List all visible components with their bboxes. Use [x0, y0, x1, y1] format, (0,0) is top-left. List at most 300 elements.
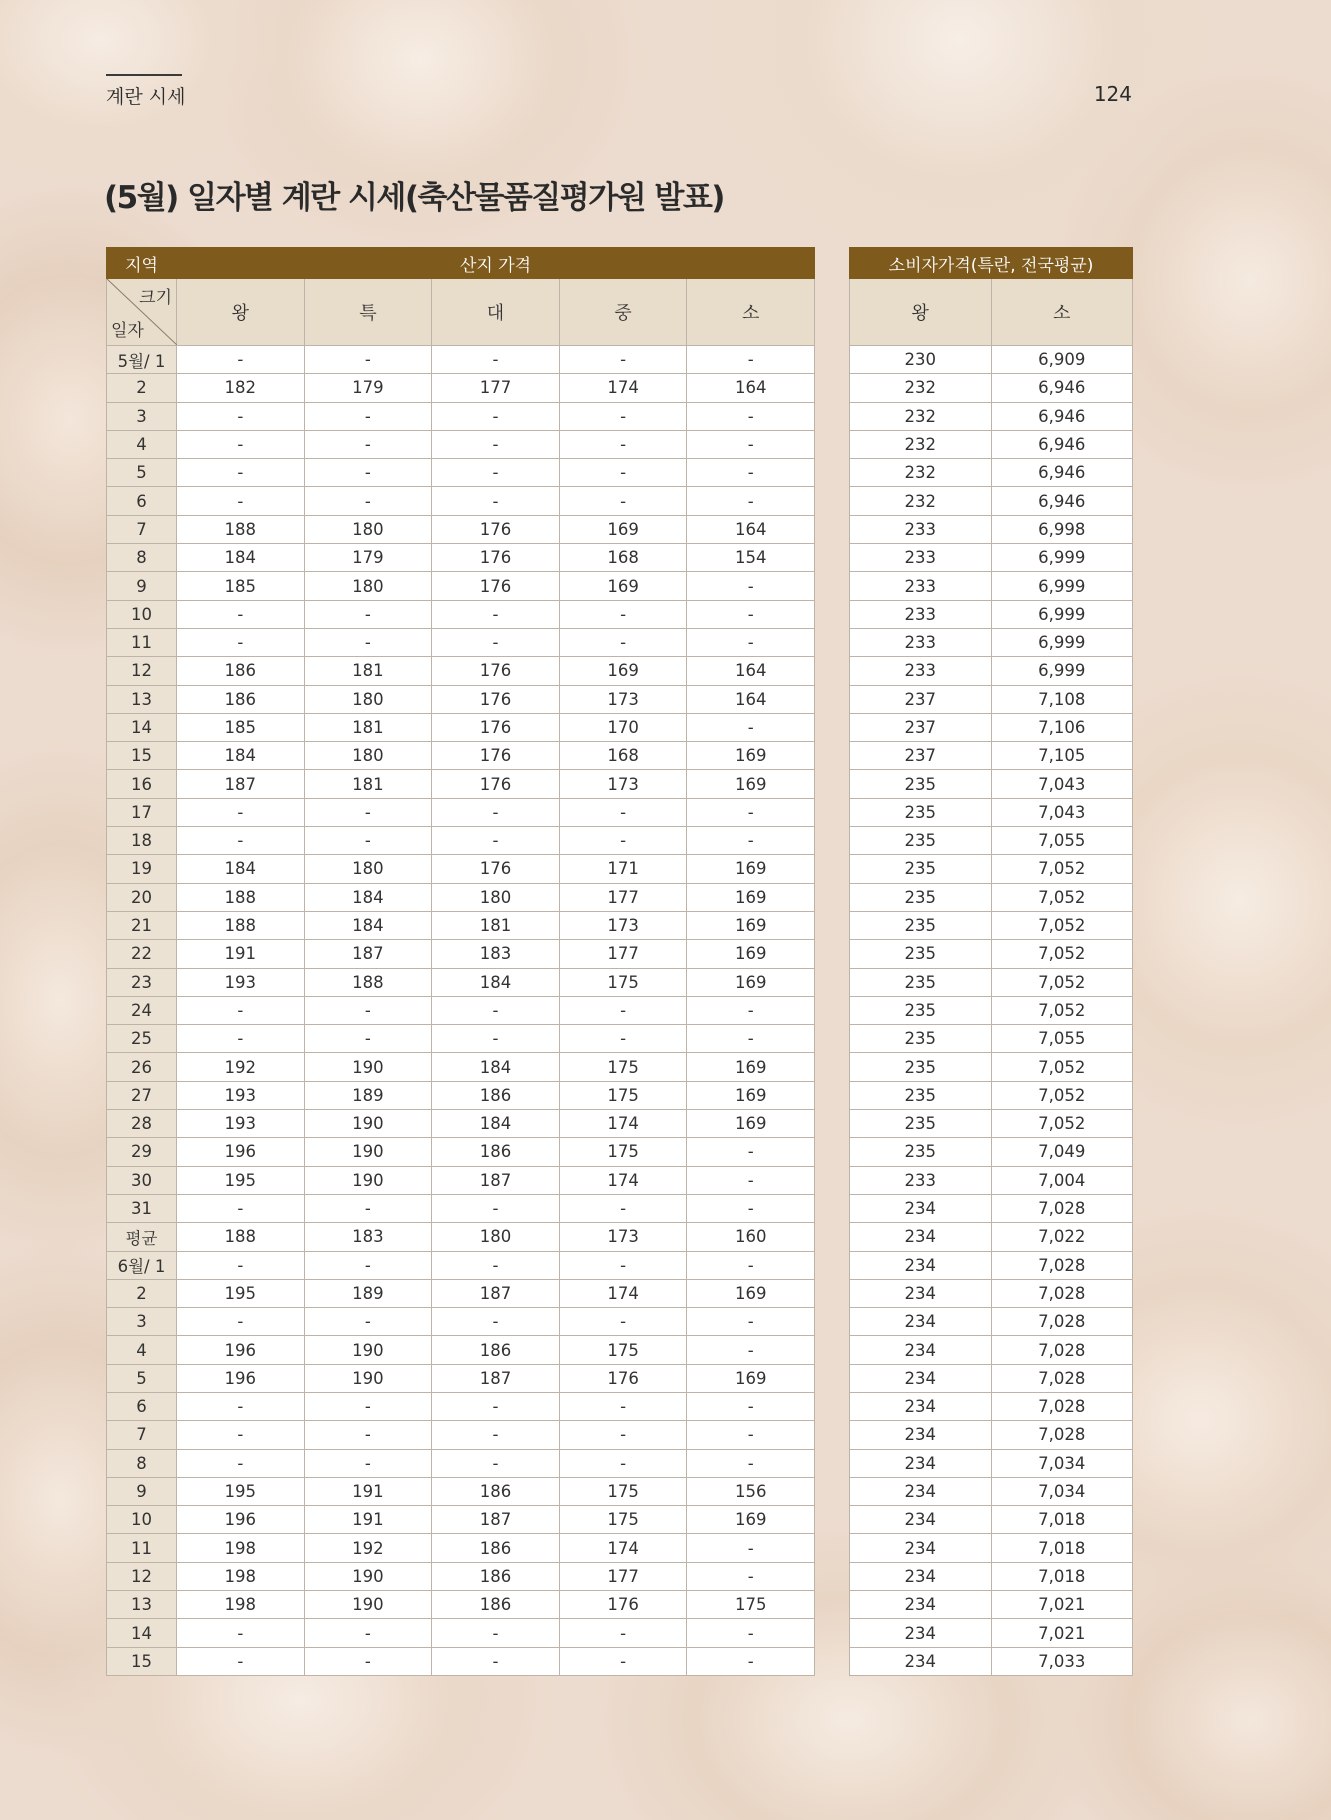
consumer-price-cell: 6,946 [991, 402, 1133, 430]
origin-price-cell: 174 [559, 374, 687, 402]
origin-price-cell: 184 [304, 911, 432, 939]
origin-price-cell: - [687, 430, 815, 458]
table-row [107, 515, 815, 543]
consumer-price-cell: 234 [850, 1591, 992, 1619]
table-row [107, 1166, 815, 1194]
date-cell: 13 [107, 1591, 177, 1619]
page-number: 124 [1093, 82, 1132, 106]
origin-price-cell: 185 [177, 713, 305, 741]
origin-price-cell: - [304, 1647, 432, 1675]
origin-price-cell: 175 [559, 1336, 687, 1364]
table-row [107, 430, 815, 458]
table-row [107, 572, 815, 600]
origin-price-cell: 177 [559, 940, 687, 968]
consumer-price-cell: 234 [850, 1647, 992, 1675]
consumer-price-cell: 7,052 [991, 855, 1133, 883]
consumer-price-cell: 233 [850, 515, 992, 543]
origin-price-cell: - [559, 996, 687, 1024]
date-cell: 10 [107, 600, 177, 628]
origin-price-cell: 164 [687, 515, 815, 543]
table-row [107, 459, 815, 487]
table-row [850, 1562, 1133, 1590]
origin-price-cell: 187 [177, 770, 305, 798]
table-row [107, 1421, 815, 1449]
origin-price-cell: 169 [559, 572, 687, 600]
date-cell: 8 [107, 544, 177, 572]
date-cell: 26 [107, 1053, 177, 1081]
table-row [107, 855, 815, 883]
origin-price-cell: - [177, 996, 305, 1024]
table-row [107, 1364, 815, 1392]
size-label: 크기 [139, 288, 172, 308]
consumer-price-cell: 237 [850, 742, 992, 770]
origin-price-cell: 196 [177, 1336, 305, 1364]
consumer-price-cell: 232 [850, 402, 992, 430]
consumer-price-cell: 7,021 [991, 1591, 1133, 1619]
origin-price-cell: - [687, 1534, 815, 1562]
origin-price-cell: 190 [304, 1591, 432, 1619]
table-row [107, 685, 815, 713]
origin-price-cell: - [687, 1421, 815, 1449]
origin-price-cell: 180 [304, 572, 432, 600]
consumer-price-cell: 7,028 [991, 1251, 1133, 1279]
origin-price-cell: - [687, 346, 815, 374]
origin-price-cell: 186 [432, 1562, 560, 1590]
origin-price-cell: - [559, 798, 687, 826]
date-cell: 3 [107, 402, 177, 430]
consumer-col-so: 소 [991, 279, 1133, 346]
date-cell: 29 [107, 1138, 177, 1166]
origin-price-cell: 173 [559, 1223, 687, 1251]
origin-price-cell: 176 [432, 713, 560, 741]
origin-price-cell: 175 [559, 1506, 687, 1534]
origin-price-cell: - [304, 600, 432, 628]
table-row [107, 374, 815, 402]
section-label: 계란 시세 [106, 86, 186, 108]
consumer-price-cell: 7,052 [991, 1053, 1133, 1081]
table-row [850, 1194, 1133, 1222]
consumer-price-cell: 235 [850, 1053, 992, 1081]
origin-price-cell: 186 [177, 685, 305, 713]
date-cell: 14 [107, 713, 177, 741]
table-row [107, 883, 815, 911]
table-row [107, 1251, 815, 1279]
origin-price-cell: - [687, 1251, 815, 1279]
table-row [107, 1534, 815, 1562]
consumer-price-cell: 7,034 [991, 1477, 1133, 1505]
origin-price-cell: 169 [559, 657, 687, 685]
origin-price-cell: 198 [177, 1562, 305, 1590]
origin-price-cell: 180 [304, 742, 432, 770]
origin-price-cell: - [687, 713, 815, 741]
origin-price-cell: 190 [304, 1364, 432, 1392]
table-row [107, 911, 815, 939]
consumer-price-cell: 7,034 [991, 1449, 1133, 1477]
table-row [850, 1619, 1133, 1647]
table-row [850, 1336, 1133, 1364]
date-cell: 4 [107, 430, 177, 458]
origin-price-cell: 169 [687, 1081, 815, 1109]
table-row [850, 1364, 1133, 1392]
table-row [850, 1477, 1133, 1505]
origin-price-cell: 193 [177, 968, 305, 996]
origin-price-cell: 186 [432, 1534, 560, 1562]
origin-price-cell: - [687, 1194, 815, 1222]
consumer-price-cell: 7,043 [991, 798, 1133, 826]
origin-price-cell: - [177, 1619, 305, 1647]
origin-price-cell: - [304, 827, 432, 855]
origin-price-cell: 186 [177, 657, 305, 685]
date-cell: 13 [107, 685, 177, 713]
consumer-price-cell: 230 [850, 346, 992, 374]
origin-price-cell: - [559, 1647, 687, 1675]
table-row [107, 600, 815, 628]
consumer-price-cell: 234 [850, 1421, 992, 1449]
origin-price-cell: - [559, 1251, 687, 1279]
col-so: 소 [687, 279, 815, 346]
origin-price-cell: - [304, 798, 432, 826]
origin-price-cell: 169 [687, 1506, 815, 1534]
date-cell: 7 [107, 1421, 177, 1449]
origin-price-cell: 192 [177, 1053, 305, 1081]
table-row [850, 600, 1133, 628]
origin-price-cell: 169 [687, 883, 815, 911]
origin-price-cell: - [177, 1308, 305, 1336]
origin-price-cell: 180 [432, 1223, 560, 1251]
origin-price-cell: - [559, 1449, 687, 1477]
consumer-price-cell: 235 [850, 1025, 992, 1053]
origin-price-cell: - [559, 827, 687, 855]
date-cell: 4 [107, 1336, 177, 1364]
origin-price-cell: - [177, 628, 305, 656]
origin-price-cell: 187 [432, 1364, 560, 1392]
consumer-price-header: 소비자가격(특란, 전국평균) [850, 248, 1133, 279]
consumer-price-cell: 235 [850, 770, 992, 798]
col-wang: 왕 [177, 279, 305, 346]
origin-price-cell: - [432, 1647, 560, 1675]
table-row [850, 968, 1133, 996]
date-cell: 5 [107, 1364, 177, 1392]
origin-price-cell: - [432, 1251, 560, 1279]
origin-price-cell: - [432, 628, 560, 656]
table-row [850, 1506, 1133, 1534]
table-row [850, 459, 1133, 487]
origin-price-cell: - [559, 430, 687, 458]
origin-price-cell: 189 [304, 1279, 432, 1307]
region-header: 지역 [107, 248, 177, 279]
table-row [107, 1279, 815, 1307]
origin-price-cell: - [559, 628, 687, 656]
table-row [107, 770, 815, 798]
header-rule [106, 74, 182, 76]
origin-price-cell: - [687, 600, 815, 628]
consumer-price-cell: 7,018 [991, 1506, 1133, 1534]
consumer-price-table [849, 247, 1133, 1676]
table-row [850, 1392, 1133, 1420]
date-cell: 21 [107, 911, 177, 939]
origin-price-cell: 169 [687, 770, 815, 798]
origin-price-cell: - [559, 1025, 687, 1053]
table-row [850, 911, 1133, 939]
origin-price-cell: - [432, 402, 560, 430]
origin-price-cell: 190 [304, 1138, 432, 1166]
origin-price-cell: - [687, 487, 815, 515]
origin-price-cell: - [559, 1619, 687, 1647]
table-row [107, 940, 815, 968]
origin-price-cell: 186 [432, 1591, 560, 1619]
consumer-price-cell: 235 [850, 827, 992, 855]
consumer-price-cell: 233 [850, 600, 992, 628]
origin-price-cell: - [687, 1392, 815, 1420]
origin-price-cell: 169 [687, 742, 815, 770]
table-row [107, 1053, 815, 1081]
origin-price-cell: - [177, 827, 305, 855]
date-cell: 19 [107, 855, 177, 883]
consumer-price-cell: 7,055 [991, 1025, 1133, 1053]
origin-price-cell: 176 [432, 544, 560, 572]
origin-price-cell: - [177, 600, 305, 628]
table-row [107, 742, 815, 770]
origin-price-cell: - [432, 600, 560, 628]
table-row [850, 1647, 1133, 1675]
consumer-price-cell: 234 [850, 1279, 992, 1307]
consumer-price-cell: 235 [850, 968, 992, 996]
table-row [850, 770, 1133, 798]
date-cell: 15 [107, 742, 177, 770]
origin-price-cell: 175 [687, 1591, 815, 1619]
date-cell: 12 [107, 657, 177, 685]
origin-price-cell: 190 [304, 1110, 432, 1138]
date-cell: 2 [107, 374, 177, 402]
consumer-price-cell: 7,028 [991, 1421, 1133, 1449]
origin-price-cell: 176 [559, 1591, 687, 1619]
consumer-price-cell: 7,028 [991, 1279, 1133, 1307]
table-row [107, 1562, 815, 1590]
origin-price-cell: 190 [304, 1336, 432, 1364]
consumer-price-cell: 7,052 [991, 883, 1133, 911]
table-row [107, 628, 815, 656]
consumer-price-cell: 235 [850, 996, 992, 1024]
origin-price-cell: 186 [432, 1081, 560, 1109]
consumer-price-cell: 7,022 [991, 1223, 1133, 1251]
origin-price-cell: 168 [559, 544, 687, 572]
origin-price-cell: - [432, 1449, 560, 1477]
origin-price-cell: - [687, 1025, 815, 1053]
consumer-price-cell: 237 [850, 685, 992, 713]
table-row [107, 713, 815, 741]
origin-price-cell: 188 [177, 1223, 305, 1251]
consumer-price-cell: 7,055 [991, 827, 1133, 855]
origin-price-cell: 190 [304, 1053, 432, 1081]
origin-price-cell: 156 [687, 1477, 815, 1505]
date-cell: 16 [107, 770, 177, 798]
origin-price-cell: - [432, 1619, 560, 1647]
table-row [107, 346, 815, 374]
consumer-price-cell: 7,043 [991, 770, 1133, 798]
table-row [107, 1449, 815, 1477]
date-cell: 28 [107, 1110, 177, 1138]
consumer-price-cell: 7,033 [991, 1647, 1133, 1675]
origin-price-cell: - [432, 996, 560, 1024]
consumer-price-cell: 7,028 [991, 1336, 1133, 1364]
consumer-price-cell: 7,052 [991, 940, 1133, 968]
origin-price-cell: - [177, 1251, 305, 1279]
origin-price-cell: 177 [559, 883, 687, 911]
table-row [850, 1421, 1133, 1449]
origin-price-cell: 176 [432, 657, 560, 685]
consumer-price-cell: 7,049 [991, 1138, 1133, 1166]
origin-price-cell: - [687, 798, 815, 826]
origin-price-cell: - [304, 430, 432, 458]
origin-price-cell: - [559, 1308, 687, 1336]
origin-price-cell: 198 [177, 1591, 305, 1619]
origin-price-cell: - [687, 572, 815, 600]
origin-price-cell: 175 [559, 968, 687, 996]
origin-price-cell: - [432, 459, 560, 487]
table-row [850, 827, 1133, 855]
table-row [107, 1336, 815, 1364]
table-row [850, 1110, 1133, 1138]
origin-price-cell: 174 [559, 1534, 687, 1562]
origin-price-cell: - [432, 1194, 560, 1222]
origin-price-cell: - [304, 487, 432, 515]
consumer-price-cell: 233 [850, 544, 992, 572]
origin-price-cell: 196 [177, 1364, 305, 1392]
consumer-price-cell: 7,052 [991, 1081, 1133, 1109]
origin-price-cell: - [304, 1449, 432, 1477]
origin-price-cell: 184 [177, 855, 305, 883]
origin-price-cell: - [687, 1647, 815, 1675]
consumer-price-cell: 233 [850, 572, 992, 600]
table-row [850, 430, 1133, 458]
origin-price-cell: 176 [432, 685, 560, 713]
origin-price-cell: 176 [432, 515, 560, 543]
origin-price-cell: 169 [687, 911, 815, 939]
origin-price-cell: 176 [559, 1364, 687, 1392]
origin-price-cell: 179 [304, 374, 432, 402]
origin-price-cell: - [559, 600, 687, 628]
origin-price-cell: - [432, 1392, 560, 1420]
origin-price-cell: - [687, 1138, 815, 1166]
consumer-price-cell: 232 [850, 459, 992, 487]
origin-price-cell: - [687, 1166, 815, 1194]
date-cell: 9 [107, 1477, 177, 1505]
table-row [850, 572, 1133, 600]
origin-price-cell: 184 [177, 742, 305, 770]
origin-price-cell: - [177, 1449, 305, 1477]
date-cell: 6 [107, 1392, 177, 1420]
origin-price-cell: 188 [304, 968, 432, 996]
origin-price-cell: 181 [304, 657, 432, 685]
origin-price-cell: 169 [687, 1053, 815, 1081]
origin-price-cell: 169 [559, 515, 687, 543]
origin-price-cell: 188 [177, 883, 305, 911]
consumer-price-cell: 7,105 [991, 742, 1133, 770]
table-row [107, 1308, 815, 1336]
origin-price-cell: 190 [304, 1562, 432, 1590]
consumer-price-cell: 235 [850, 1110, 992, 1138]
consumer-price-cell: 235 [850, 855, 992, 883]
date-cell: 6월/ 1 [107, 1251, 177, 1279]
date-cell: 5 [107, 459, 177, 487]
origin-price-cell: 187 [304, 940, 432, 968]
origin-price-cell: 195 [177, 1166, 305, 1194]
consumer-price-cell: 7,018 [991, 1562, 1133, 1590]
origin-price-cell: - [687, 827, 815, 855]
origin-price-cell: 187 [432, 1279, 560, 1307]
date-cell: 24 [107, 996, 177, 1024]
origin-price-cell: 188 [177, 911, 305, 939]
origin-price-cell: 185 [177, 572, 305, 600]
origin-price-cell: - [687, 1562, 815, 1590]
origin-price-cell: - [559, 346, 687, 374]
date-cell: 20 [107, 883, 177, 911]
origin-price-cell: - [304, 996, 432, 1024]
table-row [850, 346, 1133, 374]
table-row [850, 713, 1133, 741]
origin-price-cell: - [177, 1392, 305, 1420]
date-cell: 8 [107, 1449, 177, 1477]
table-row [107, 1081, 815, 1109]
consumer-price-cell: 235 [850, 940, 992, 968]
consumer-price-cell: 7,106 [991, 713, 1133, 741]
origin-price-cell: 187 [432, 1506, 560, 1534]
origin-price-cell: - [687, 1308, 815, 1336]
consumer-price-cell: 234 [850, 1308, 992, 1336]
origin-price-cell: 164 [687, 685, 815, 713]
col-teuk: 특 [304, 279, 432, 346]
table-row [850, 798, 1133, 826]
consumer-price-cell: 234 [850, 1562, 992, 1590]
origin-price-cell: - [177, 1194, 305, 1222]
table-row [850, 742, 1133, 770]
origin-price-cell: - [432, 798, 560, 826]
origin-price-cell: 174 [559, 1279, 687, 1307]
table-row [107, 487, 815, 515]
origin-price-cell: 179 [304, 544, 432, 572]
table-row [850, 1166, 1133, 1194]
consumer-price-cell: 7,004 [991, 1166, 1133, 1194]
table-row [107, 996, 815, 1024]
table-row [850, 685, 1133, 713]
origin-price-cell: 181 [304, 713, 432, 741]
origin-price-cell: 190 [304, 1166, 432, 1194]
date-cell: 23 [107, 968, 177, 996]
origin-price-cell: 169 [687, 1110, 815, 1138]
date-cell: 12 [107, 1562, 177, 1590]
consumer-price-cell: 234 [850, 1619, 992, 1647]
consumer-price-cell: 234 [850, 1336, 992, 1364]
origin-price-cell: 182 [177, 374, 305, 402]
origin-price-cell: - [432, 346, 560, 374]
consumer-price-cell: 234 [850, 1251, 992, 1279]
origin-price-cell: - [177, 1421, 305, 1449]
origin-price-cell: 193 [177, 1110, 305, 1138]
consumer-price-cell: 232 [850, 487, 992, 515]
origin-price-cell: 189 [304, 1081, 432, 1109]
consumer-price-cell: 237 [850, 713, 992, 741]
consumer-price-cell: 7,052 [991, 996, 1133, 1024]
date-cell: 18 [107, 827, 177, 855]
table-row [850, 883, 1133, 911]
origin-price-cell: 195 [177, 1279, 305, 1307]
page-title: (5월) 일자별 계란 시세(축산물품질평가원 발표) [104, 180, 724, 216]
origin-price-cell: - [177, 798, 305, 826]
consumer-price-cell: 233 [850, 1166, 992, 1194]
origin-price-cell: 192 [304, 1534, 432, 1562]
consumer-price-cell: 7,052 [991, 911, 1133, 939]
date-cell: 30 [107, 1166, 177, 1194]
